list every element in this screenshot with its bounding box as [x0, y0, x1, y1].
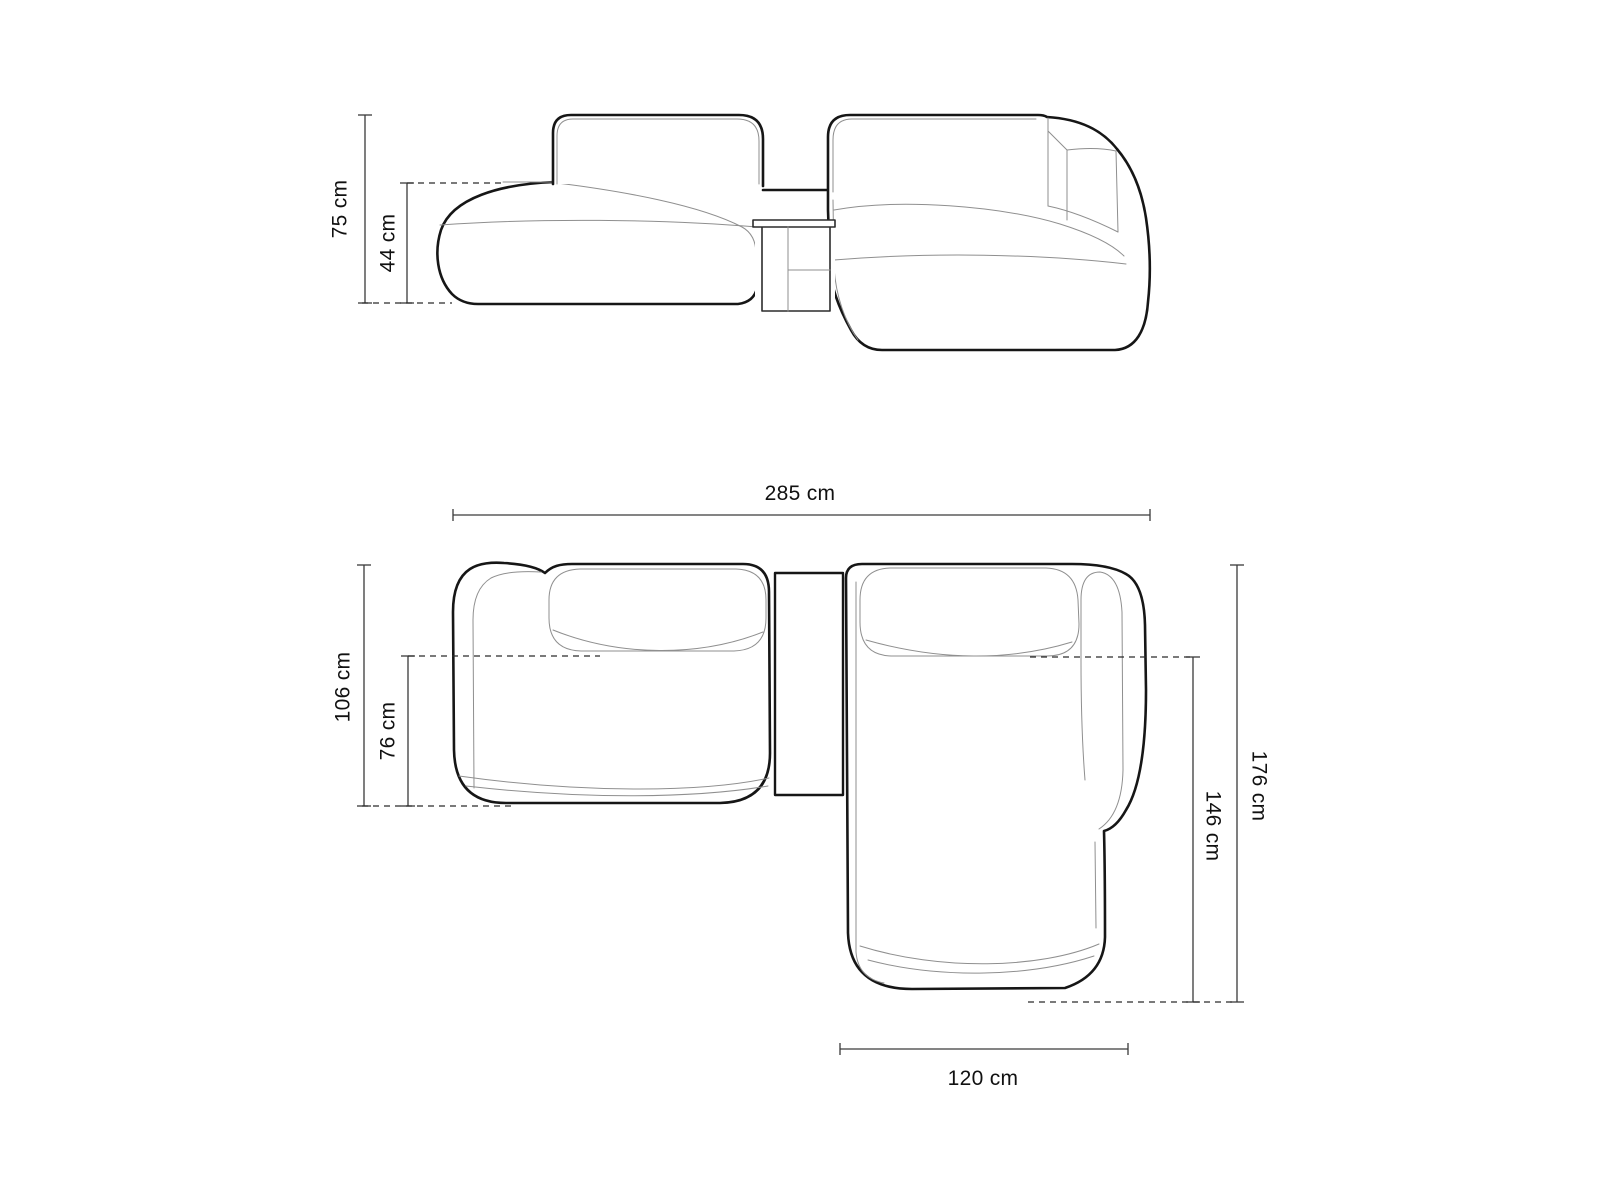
- front-left-backrest-body: [553, 115, 763, 184]
- top-view: [332, 482, 1271, 1090]
- dim-chaise-length-label: 146 cm: [1201, 790, 1225, 862]
- dim-total-depth-label: 176 cm: [1247, 750, 1271, 822]
- plan-table-fill: [775, 573, 843, 795]
- dim-total-height-label: 75 cm: [328, 179, 352, 239]
- dim-total-width: [453, 482, 1150, 521]
- dim-seat-height-label: 44 cm: [376, 213, 400, 273]
- front-right-module-outline: [828, 115, 1150, 350]
- front-view: [329, 115, 1150, 350]
- dim-total-width-label: 285 cm: [764, 482, 836, 505]
- dim-total-depth: [1230, 565, 1270, 1002]
- plan-right-module-outline: [846, 564, 1146, 989]
- dim-seat-depth-label: 76 cm: [376, 701, 400, 761]
- dim-module-depth: [332, 565, 371, 806]
- plan-left-module-outline: [453, 563, 770, 803]
- front-left-seat-body: [437, 182, 758, 304]
- dim-module-depth-label: 106 cm: [331, 651, 355, 723]
- dim-chaise-width-label: 120 cm: [947, 1067, 1019, 1090]
- front-table-fill: [755, 220, 835, 312]
- dim-total-height: [329, 115, 372, 303]
- dim-chaise-width: [840, 1043, 1128, 1090]
